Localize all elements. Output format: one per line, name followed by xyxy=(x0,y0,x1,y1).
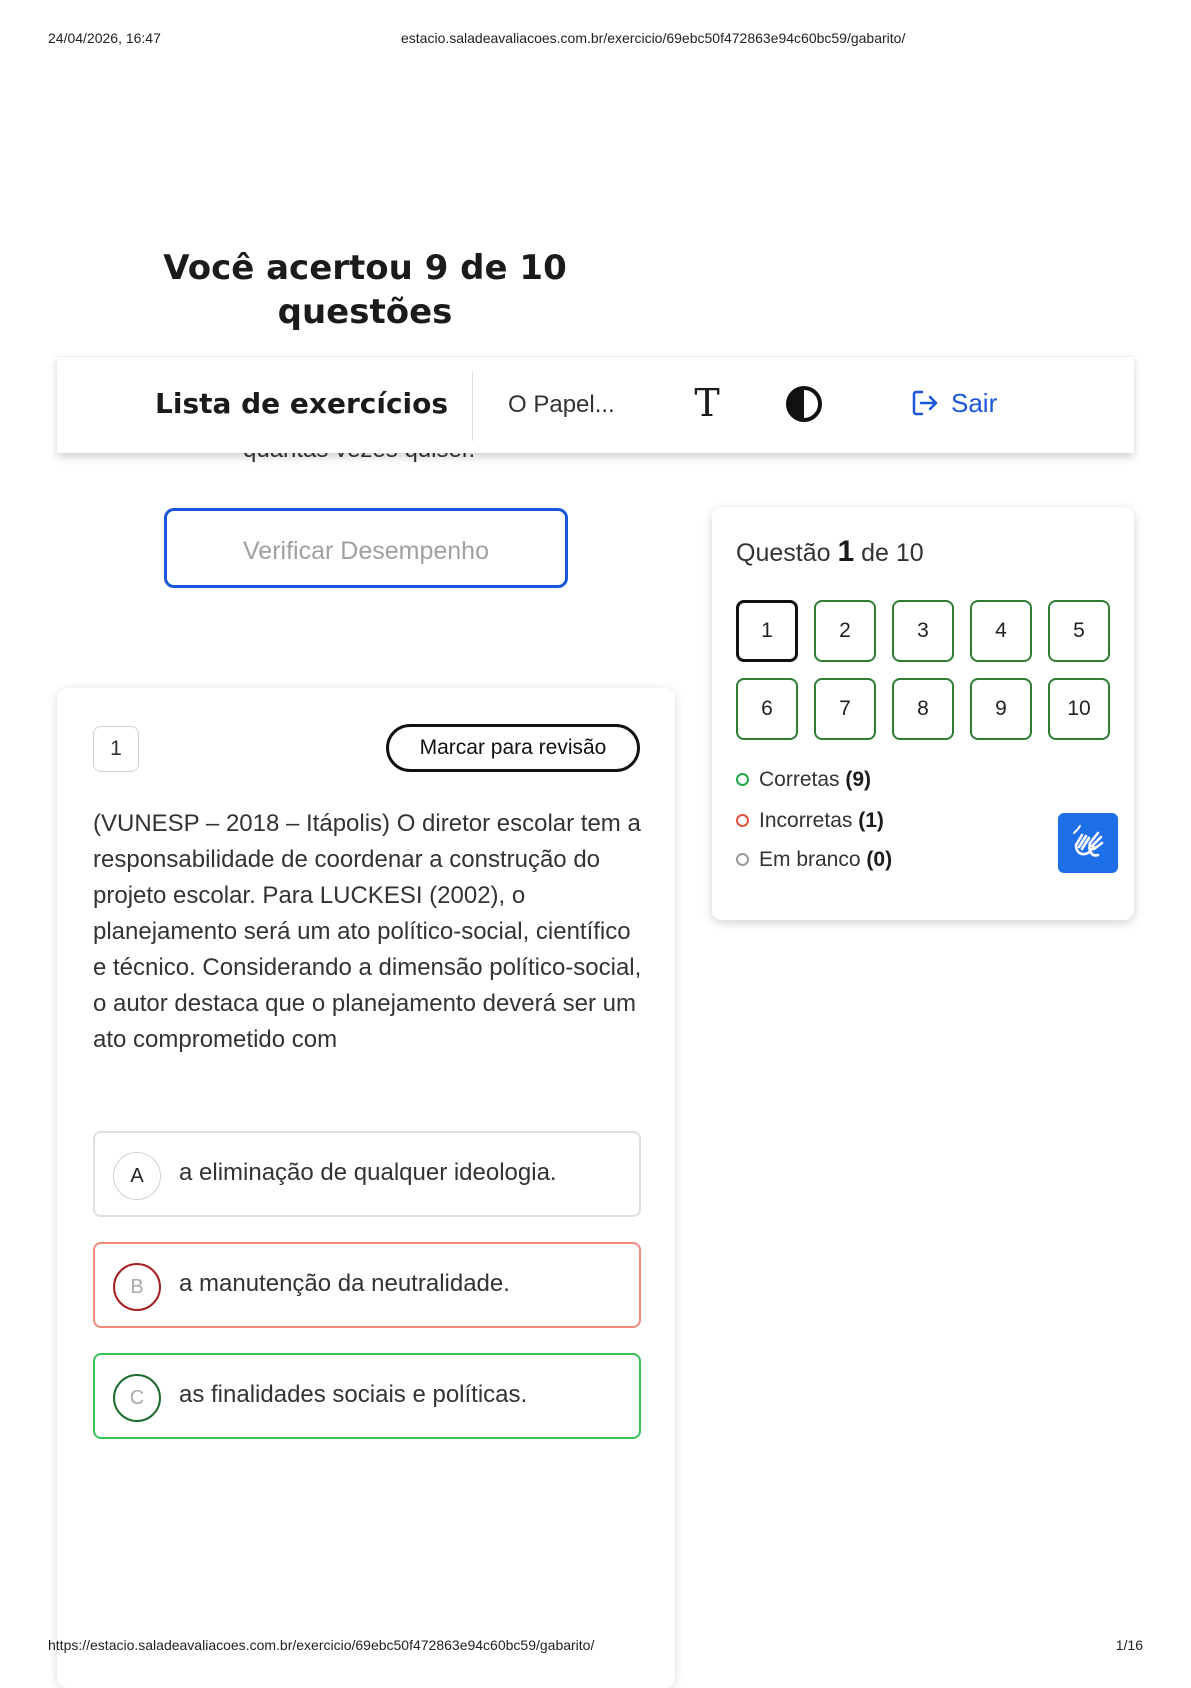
question-navigator xyxy=(712,507,1134,920)
question-counter-prefix: Questão xyxy=(736,539,831,567)
question-statement: (VUNESP – 2018 – Itápolis) O diretor escolar tem a responsabilidade de coordenar a construção do projeto escolar. Para LUCKESI (2002), o planejamento será um ato político-social, científico e técnico. Considerando a dimensão político-social, o autor destaca que o planejamento deverá ser um ato comprometido com xyxy=(93,810,642,1053)
option-text: a eliminação de qualquer ideologia. xyxy=(179,1159,557,1186)
question-button-6[interactable]: 6 xyxy=(736,678,798,740)
question-button-1[interactable]: 1 xyxy=(736,600,798,662)
question-button-2[interactable]: 2 xyxy=(814,600,876,662)
logout-icon xyxy=(909,387,941,419)
blank-dot-icon xyxy=(736,853,749,866)
question-button-3[interactable]: 3 xyxy=(892,600,954,662)
option-text: a manutenção da neutralidade. xyxy=(179,1270,510,1297)
print-page-number: 1/16 xyxy=(1115,1637,1143,1653)
option-text: as finalidades sociais e políticas. xyxy=(179,1381,528,1408)
list-title: Lista de exercícios xyxy=(155,387,449,420)
exit-button[interactable] xyxy=(909,379,997,427)
question-card xyxy=(57,688,675,1688)
legend-incorrect-label: Incorretas xyxy=(759,809,853,832)
print-url: estacio.saladeavaliacoes.com.br/exercicio/69ebc50f472863e94c60bc59/gabarito/ xyxy=(401,30,906,46)
exit-label: Sair xyxy=(951,387,998,418)
legend-incorrect-count: (1) xyxy=(858,809,884,832)
option-c[interactable] xyxy=(93,1353,641,1439)
result-title-line2: questões xyxy=(277,292,453,332)
incorrect-dot-icon xyxy=(736,814,749,827)
result-title xyxy=(120,246,610,334)
question-button-9[interactable]: 9 xyxy=(970,678,1032,740)
question-counter-suffix: de 10 xyxy=(861,539,924,567)
verify-performance-button[interactable]: Verificar Desempenho xyxy=(164,508,568,588)
question-number-badge: 1 xyxy=(93,726,139,772)
option-letter: C xyxy=(113,1374,161,1422)
print-datetime: 24/04/2026, 16:47 xyxy=(48,30,161,46)
legend-blank-label: Em branco xyxy=(759,848,861,871)
legend-correct xyxy=(736,768,871,792)
option-a[interactable] xyxy=(93,1131,641,1217)
question-button-10[interactable]: 10 xyxy=(1048,678,1110,740)
text-size-button[interactable]: T xyxy=(694,381,720,425)
question-button-4[interactable]: 4 xyxy=(970,600,1032,662)
legend-blank-count: (0) xyxy=(866,848,893,871)
legend-correct-label: Corretas xyxy=(759,768,840,791)
topic-breadcrumb[interactable]: O Papel... xyxy=(508,391,615,418)
contrast-icon xyxy=(781,381,827,427)
top-bar xyxy=(57,356,1134,453)
option-letter: B xyxy=(113,1263,161,1311)
libras-accessibility-button[interactable] xyxy=(1058,813,1118,873)
contrast-button[interactable] xyxy=(781,381,827,427)
correct-dot-icon xyxy=(736,773,749,786)
mark-for-review-button[interactable]: Marcar para revisão xyxy=(386,724,640,772)
result-title-line1: Você acertou 9 de 10 xyxy=(163,248,567,288)
question-button-5[interactable]: 5 xyxy=(1048,600,1110,662)
print-footer-url: https://estacio.saladeavaliacoes.com.br/exercicio/69ebc50f472863e94c60bc59/gabarito/ xyxy=(48,1637,595,1653)
legend-blank xyxy=(736,848,892,872)
sign-language-hands-icon xyxy=(1068,823,1108,863)
question-button-8[interactable]: 8 xyxy=(892,678,954,740)
option-b[interactable] xyxy=(93,1242,641,1328)
question-counter xyxy=(736,535,924,569)
topbar-divider xyxy=(472,371,473,441)
option-letter: A xyxy=(113,1152,161,1200)
legend-correct-count: (9) xyxy=(845,768,872,791)
question-counter-current: 1 xyxy=(837,535,855,568)
question-button-7[interactable]: 7 xyxy=(814,678,876,740)
legend-incorrect xyxy=(736,809,884,833)
